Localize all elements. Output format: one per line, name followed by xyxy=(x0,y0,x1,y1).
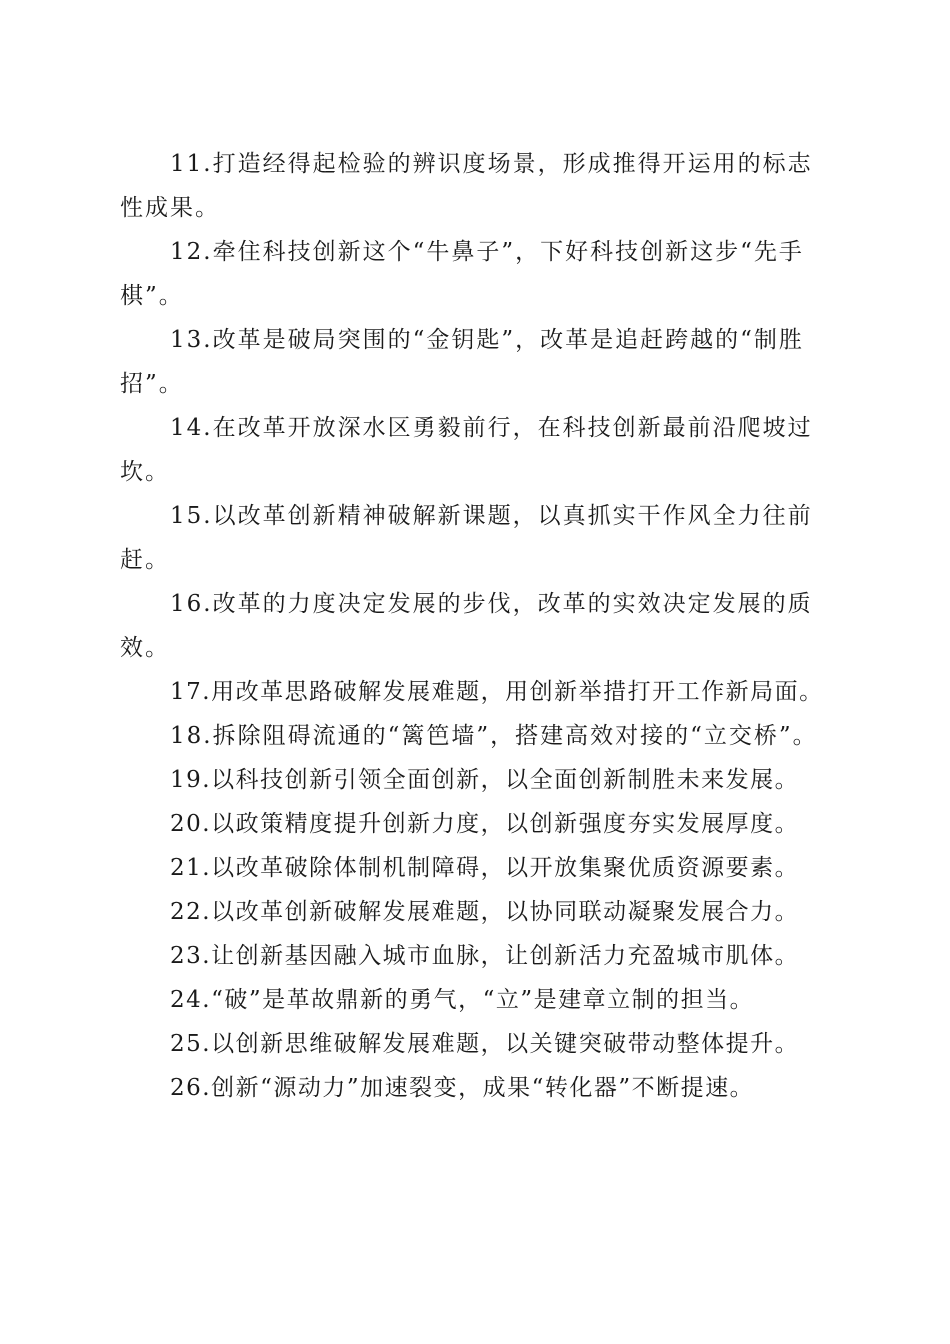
item-text: 拆除阻碍流通的“篱笆墙”，搭建高效对接的“立交桥”。 xyxy=(212,723,818,749)
item-number: 13. xyxy=(170,327,213,353)
list-item-14 xyxy=(120,406,830,494)
list-item-17 xyxy=(120,670,830,714)
list-item-26 xyxy=(120,1066,830,1110)
item-number: 23. xyxy=(170,943,212,969)
item-number: 14. xyxy=(170,415,213,441)
list-item-18 xyxy=(120,714,830,758)
item-text: 以改革破除体制机制障碍，以开放集聚优质资源要素。 xyxy=(211,855,800,881)
item-number: 17. xyxy=(170,679,212,705)
item-text: 以政策精度提升创新力度，以创新强度夯实发展厚度。 xyxy=(211,811,800,837)
item-text: 打造经得起检验的辨识度场景，形成推得开运用的标志性成果。 xyxy=(120,151,813,221)
item-text: 以改革创新破解发展难题，以协同联动凝聚发展合力。 xyxy=(211,899,800,925)
list-item-24 xyxy=(120,978,830,1022)
item-number: 20. xyxy=(170,811,212,837)
item-number: 19. xyxy=(170,767,212,793)
list-item-16 xyxy=(120,582,830,670)
item-text: 以科技创新引领全面创新，以全面创新制胜未来发展。 xyxy=(211,767,800,793)
list-item-20 xyxy=(120,802,830,846)
list-item-25 xyxy=(120,1022,830,1066)
item-text: 创新“源动力”加速裂变，成果“转化器”不断提速。 xyxy=(211,1075,755,1101)
list-item-15 xyxy=(120,494,830,582)
item-number: 24. xyxy=(170,987,212,1013)
item-number: 16. xyxy=(170,591,213,617)
list-item-13 xyxy=(120,318,830,406)
item-number: 15. xyxy=(170,503,213,529)
item-text: 以创新思维破解发展难题，以关键突破带动整体提升。 xyxy=(211,1031,800,1057)
list-item-11 xyxy=(120,142,830,230)
list-item-22 xyxy=(120,890,830,934)
item-number: 25. xyxy=(170,1031,212,1057)
item-number: 26. xyxy=(170,1075,212,1101)
list-item-19 xyxy=(120,758,830,802)
list-item-23 xyxy=(120,934,830,978)
document-body xyxy=(120,142,830,1110)
item-text: 牵住科技创新这个“牛鼻子”，下好科技创新这步“先手棋”。 xyxy=(120,239,804,309)
item-text: 在改革开放深水区勇毅前行，在科技创新最前沿爬坡过坎。 xyxy=(120,415,813,485)
list-item-21 xyxy=(120,846,830,890)
item-text: 改革的力度决定发展的步伐，改革的实效决定发展的质效。 xyxy=(120,591,813,661)
item-text: “破”是革故鼎新的勇气，“立”是建章立制的担当。 xyxy=(211,987,755,1013)
item-number: 18. xyxy=(170,723,213,749)
item-text: 以改革创新精神破解新课题，以真抓实干作风全力往前赶。 xyxy=(120,503,813,573)
list-item-12 xyxy=(120,230,830,318)
item-text: 让创新基因融入城市血脉，让创新活力充盈城市肌体。 xyxy=(211,943,800,969)
item-text: 改革是破局突围的“金钥匙”，改革是追赶跨越的“制胜招”。 xyxy=(120,327,804,397)
item-text: 用改革思路破解发展难题，用创新举措打开工作新局面。 xyxy=(211,679,824,705)
item-number: 22. xyxy=(170,899,212,925)
item-number: 11. xyxy=(170,151,213,177)
item-number: 21. xyxy=(170,855,212,881)
item-number: 12. xyxy=(170,239,213,265)
